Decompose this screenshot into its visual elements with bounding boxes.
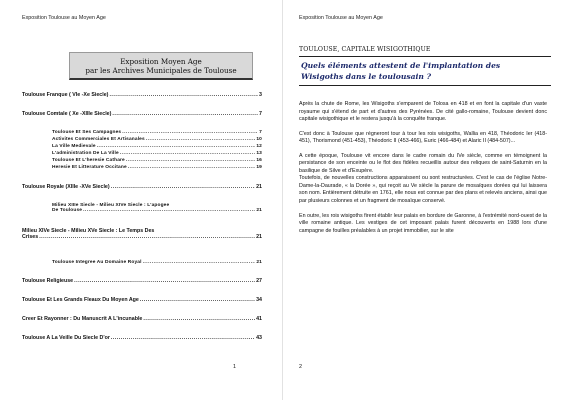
toc-entry-domaine-royal[interactable]: Toulouse Integree Au Domaine Royal ..... 21 (52, 260, 262, 265)
paragraph-1: Après la chute de Rome, les Wisigoths s'emparent de Tolosa en 418 et en font la capitale d'un vaste royaume qui s'étend de part et d'autres des Pyrénées. De cité gallo-romaine, Toulouse devient donc capitale wisigothique et le restera jusqu'à la conquête franque. (299, 101, 547, 123)
paragraph-4: Toutefois, de nouvelles constructions apparaissent ou sont restructurées. C'est le cas de l'église Notre-Dame-la-Daurade, « la Dorée », qui reçoit au Ve siècle la parure de mosaïques dorées qui lui laissera son nom. Entièrement détruite en 1761, elle nous est connue par des plans et relevés anciens, ainsi que par plusieurs colonnes et un fragment de mosaïque conservé. (299, 175, 547, 205)
toc-entry-heresie-cathare[interactable]: Toulouse Et L'heresie Cathare ..... 16 (52, 158, 262, 163)
toc-entry-toulouse-franque[interactable]: Toulouse Franque ( VIe -Xe Siecle) ..... 3 (22, 92, 262, 98)
page-number-right: 2 (299, 364, 302, 370)
toc-entry-toulouse-comtale[interactable]: Toulouse Comtale ( Xe -XIIIe Siecle) ..... 7 (22, 111, 262, 117)
body-text (299, 101, 547, 242)
toc-entry-administration[interactable]: L'administration De La Ville ..... 13 (52, 151, 262, 156)
toc-entry-campagnes[interactable]: Toulouse Et Ses Campagnes ..... 7 (52, 130, 262, 135)
paragraph-3: A cette époque, Toulouse vit encore dans le cadre romain du IVe siècle, comme en témoignent la persistance de son enceinte ou le flot des fidèles recueillis autour des reliques de saint-Saturnin en la basilique de Silve et d'Exupère. (299, 152, 547, 174)
question-line-2: Wisigoths dans le toulousain ? (301, 72, 432, 81)
toc-entry-activites[interactable]: Activites Commerciales Et Artisanales ..... 10 (52, 137, 262, 142)
toc-entry-siecle-dor[interactable]: Toulouse A La Veille Du Siecle D'or ..... 43 (22, 335, 262, 341)
running-head-right: Exposition Toulouse au Moyen Age (299, 15, 383, 21)
question-box (299, 56, 551, 86)
paragraph-5: En outre, les rois wisigoths firent établir leur palais en bordure de Garonne, à l'extrémité nord-ouest de la ville romaine antique. Les vestiges de cet imposant palais furent découverts en 1988 lors d'une campagne de fouilles préalables à un projet immobilier, sur le site (299, 212, 547, 234)
page-number-left: 1 (233, 364, 236, 370)
toc-entry-toulouse-royale[interactable]: Toulouse Royale (XIIIe -XVe Siecle) ..... 21 (22, 184, 262, 190)
toc-entry-temps-des-crises[interactable]: Milieu XIVe Siecle - Milieu XVe Siecle : Le Temps Des Crises ..... 21 (22, 228, 262, 240)
toc-entry-manuscrit[interactable]: Creer Et Rayonner : Du Manuscrit A L'incunable ..... 41 (22, 316, 262, 322)
running-head-left: Exposition Toulouse au Moyen Age (22, 15, 106, 21)
exhibition-title-box (69, 52, 253, 80)
section-heading: TOULOUSE, CAPITALE WISIGOTHIQUE (299, 46, 431, 53)
toc-entry-apogee[interactable]: Milieu XIIIe Siecle - Milieu XIVe Siecle : L'apogee De Toulouse ..... 21 (52, 203, 262, 213)
toc-entry-toulouse-religieuse[interactable]: Toulouse Religieuse ..... 27 (22, 278, 262, 284)
toc-entry-grands-fleaux[interactable]: Toulouse Et Les Grands Fleaux Du Moyen Age ..... 34 (22, 297, 262, 303)
title-line-2: par les Archives Municipales de Toulouse (85, 66, 237, 75)
title-line-1: Exposition Moyen Age (120, 57, 202, 66)
paragraph-2: C'est donc à Toulouse que régneront tour à tour les rois wisigoths, Wallia en 418, Théodoric Ier (418-451), Thorismond (451-453), Théodoric II (453-466), Euric (466-484) et Alaric II (484-507)... (299, 130, 547, 145)
toc-entry-ville-medievale[interactable]: La Ville Medievale ..... 12 (52, 144, 262, 149)
question-line-1: Quels éléments attestent de l'implantation des (301, 61, 501, 70)
right-page (283, 0, 566, 400)
toc-entry-litterature[interactable]: Heresie Et Litterature Occitane ..... 19 (52, 165, 262, 170)
